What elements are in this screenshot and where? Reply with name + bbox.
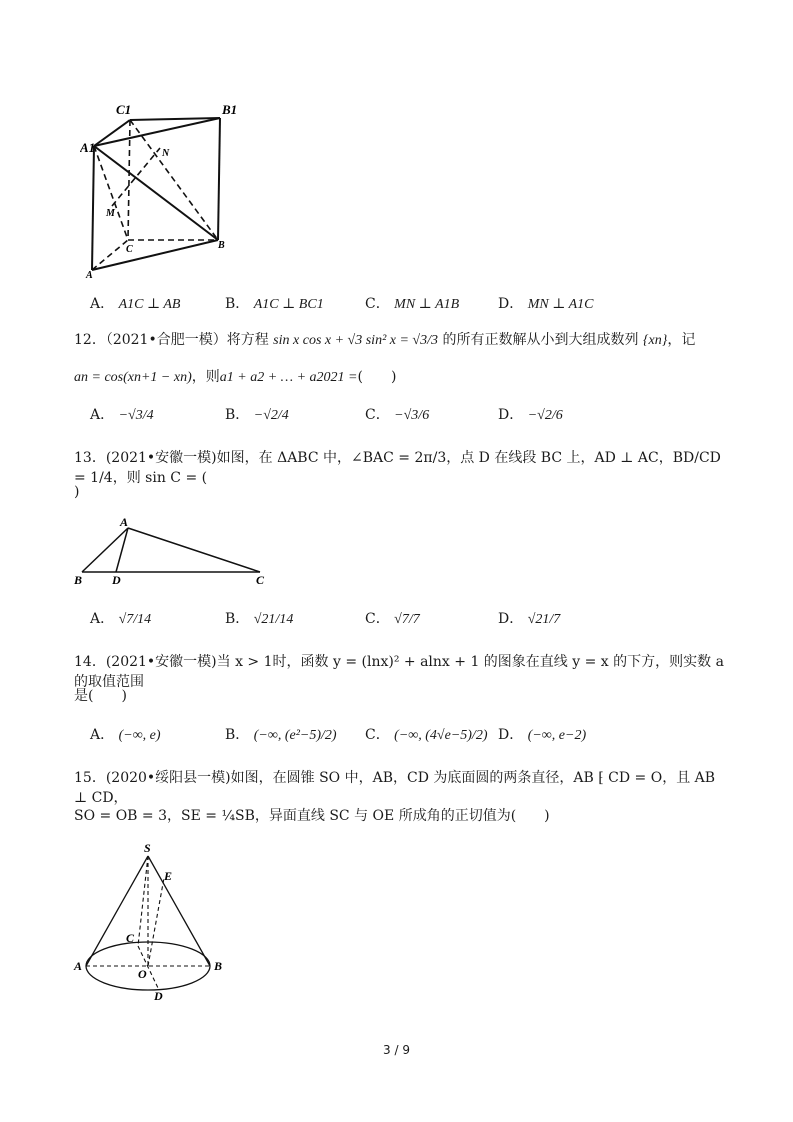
q12-sum: a1 + a2 + … + a2021 = (219, 370, 358, 385)
q15-line2: SO = OB = 3，SE = ¼SB，异面直线 SC 与 OE 所成角的正切值为( ) (74, 808, 550, 824)
question-15 (74, 768, 724, 808)
q14-text: 当 x > 1时，函数 y = (lnx)² + alnx + 1 的图象在直线 y = x 的下方，则实数 a 的取值范围 (74, 654, 724, 690)
label-c: C (126, 244, 133, 255)
question-12-line2: an = cos(xn+1 − xn)，则a1 + a2 + … + a2021 =( ) (74, 369, 397, 385)
q14-choice-c[interactable]: C． (−∞, (4√e−5)/2) (365, 727, 488, 743)
cone-label-s: S (144, 842, 151, 855)
q11-choice-b[interactable]: B． A1C ⊥ BC1 (225, 296, 324, 312)
prism-figure (80, 98, 250, 280)
tri-label-c: C (256, 573, 265, 587)
q12-number: 12． (74, 332, 106, 348)
question-12: 12．（2021•合肥一模）将方程 sin x cos x + √3 sin² x = √3/3 的所有正数解从小到大组成数列 {xn}，记 (74, 332, 696, 348)
label-b: B (218, 240, 225, 251)
q12-sequence: {xn} (642, 333, 668, 348)
label-a1: A1 (80, 140, 96, 155)
label-c1: C1 (116, 102, 132, 117)
question-14-line2: 是( ) (74, 688, 127, 704)
q12-choice-c[interactable]: C． −√3/6 (365, 407, 430, 423)
q12-choice-b[interactable]: B． −√2/4 (225, 407, 289, 423)
q13-choice-b[interactable]: B． √21/14 (225, 611, 294, 627)
q15-text: 如图，在圆锥 SO 中，AB，CD 为底面圆的两条直径，AB ⁅ CD = O，且 AB ⊥ CD， (74, 770, 716, 806)
q11-choice-a[interactable]: A． A1C ⊥ AB (90, 296, 181, 312)
q14-number: 14． (74, 654, 106, 670)
q15-number: 15． (74, 770, 106, 786)
tri-label-d: D (112, 573, 121, 587)
q14-choice-a[interactable]: A． (−∞, e) (90, 727, 161, 743)
q12-choice-a[interactable]: A． −√3/4 (90, 407, 154, 423)
cone-label-c: C (126, 931, 135, 945)
question-13-close: ) (74, 484, 80, 500)
label-a: A (86, 270, 93, 280)
q14-choice-b[interactable]: B． (−∞, (e²−5)/2) (225, 727, 337, 743)
label-n: N (162, 148, 170, 159)
q12-source: （2021•合肥一模） (105, 332, 227, 348)
cone-label-e: E (164, 869, 173, 883)
question-15-line2 (74, 806, 724, 826)
cone-label-d: D (154, 989, 163, 1003)
q12-equation: sin x cos x + √3 sin² x = √3/3 (273, 333, 438, 348)
label-b1: B1 (222, 102, 238, 117)
page-number: 3 / 9 (383, 1043, 410, 1057)
q12-choice-d[interactable]: D． −√2/6 (498, 407, 563, 423)
q11-choice-d[interactable]: D． MN ⊥ A1C (498, 296, 594, 312)
cone-label-o: O (138, 967, 147, 981)
q15-source: (2020•绥阳县一模) (105, 770, 231, 786)
q12-definition: an = cos(xn+1 − xn) (74, 370, 192, 385)
q11-choice-c[interactable]: C． MN ⊥ A1B (365, 296, 460, 312)
cone-label-a: A (74, 959, 83, 973)
q13-choice-d[interactable]: D． √21/7 (498, 611, 561, 627)
q13-choice-a[interactable]: A． √7/14 (90, 611, 152, 627)
tri-label-a: A (120, 515, 129, 529)
cone-figure (68, 842, 238, 1004)
q14-choice-d[interactable]: D． (−∞, e−2) (498, 727, 587, 743)
q13-source: (2021•安徽一模) (105, 450, 217, 466)
tri-label-b: B (74, 573, 83, 587)
label-m: M (106, 208, 115, 219)
q13-number: 13． (74, 450, 106, 466)
cone-label-b: B (214, 959, 223, 973)
q13-choice-c[interactable]: C． √7/7 (365, 611, 420, 627)
q14-source: (2021•安徽一模) (105, 654, 217, 670)
triangle-figure (70, 514, 280, 588)
q13-text: 如图，在 ΔABC 中，∠BAC = 2π/3，点 D 在线段 BC 上，AD ⊥ AC，BD/CD = 1/4，则 sin C = ( (74, 450, 721, 486)
